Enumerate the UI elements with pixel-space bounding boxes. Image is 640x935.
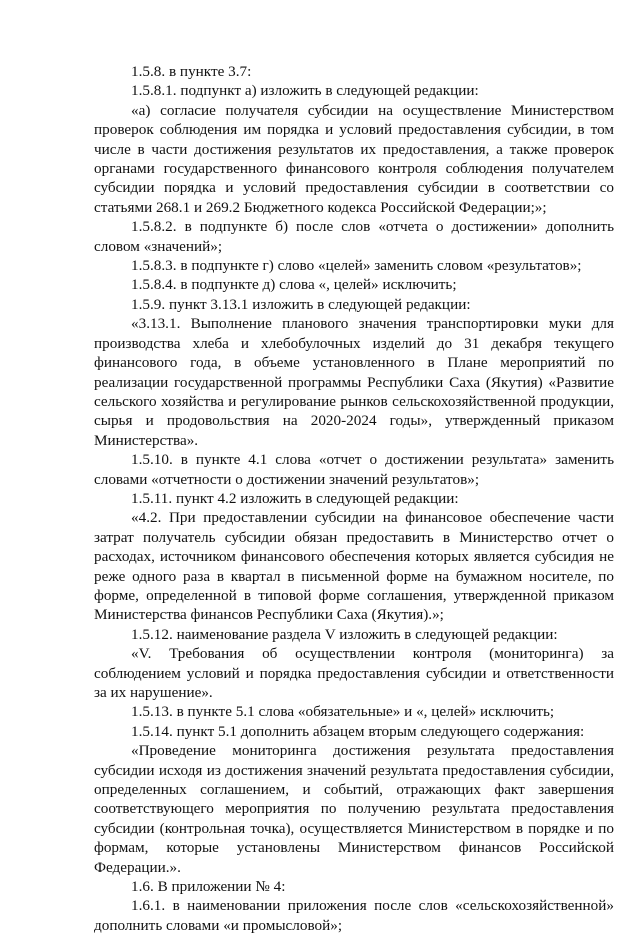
paragraph-1-5-8-1: 1.5.8.1. подпункт а) изложить в следующей редакции: [131, 82, 479, 100]
paragraph-1-6: 1.6. В приложении № 4: [131, 878, 286, 896]
document-page [94, 62, 614, 935]
paragraph-1-5-10: 1.5.10. в пункте 4.1 слова «отчет о достижении результата» заменить словами «отчетности о достижении значений результатов»; [94, 451, 614, 488]
paragraph-quote-a: «а) согласие получателя субсидии на осуществление Министерством проверок соблюдения им порядка и условий предоставления субсидии, в том числе в части достижения результатов их предоставления, а также проверок органами государственного финансового контроля соблюдения получателем субсидии порядка и условий предоставления субсидии в соответствии со статьями 268.1 и 269.2 Бюджетного кодекса Российской Федерации;»; [94, 101, 614, 216]
paragraph-quote-monitoring: «Проведение мониторинга достижения результата предоставления субсидии исходя из достижения значений результата предоставления субсидии, определенных соглашением, и событий, отражающих факт завершения соответствующего мероприятия по получению результата предоставления субсидии (контрольная точка), осуществляется Министерством в порядке и по формам, которые установлены Министерством финансов Российской Федерации.». [94, 742, 614, 876]
paragraph-1-5-9: 1.5.9. пункт 3.13.1 изложить в следующей редакции: [131, 295, 471, 313]
paragraph-quote-3-13-1: «3.13.1. Выполнение планового значения транспортировки муки для производства хлеба и хлебобулочных изделий до 31 декабря текущего финансового года, в объеме установленного в Плане мероприятий по реализации государственной программы Республики Саха (Якутия) «Развитие сельского хозяйства и регулирование рынков сельскохозяйственной продукции, сырья и продовольствия на 2020-2024 годы», утвержденный приказом Министерства». [94, 315, 614, 449]
paragraph-1-5-11: 1.5.11. пункт 4.2 изложить в следующей редакции: [131, 489, 459, 507]
paragraph-1-5-14: 1.5.14. пункт 5.1 дополнить абзацем вторым следующего содержания: [131, 722, 585, 740]
paragraph-1-5-12: 1.5.12. наименование раздела V изложить в следующей редакции: [131, 625, 558, 643]
paragraph-1-5-8-4: 1.5.8.4. в подпункте д) слова «, целей» исключить; [131, 276, 457, 294]
paragraph-quote-section-v: «V. Требования об осуществлении контроля (мониторинга) за соблюдением условий и порядка предоставления субсидии и ответственности за их нарушение». [94, 645, 614, 701]
paragraph-1-6-1: 1.6.1. в наименовании приложения после слов «сельскохозяйственной» дополнить словами «и промысловой»; [94, 897, 614, 934]
paragraph-1-5-13: 1.5.13. в пункте 5.1 слова «обязательные» и «, целей» исключить; [131, 703, 555, 721]
paragraph-1-5-8-2: 1.5.8.2. в подпункте б) после слов «отчета о достижении» дополнить словом «значений»; [94, 218, 614, 255]
paragraph-1-5-8: 1.5.8. в пункте 3.7: [131, 63, 252, 80]
paragraph-quote-4-2: «4.2. При предоставлении субсидии на финансовое обеспечение части затрат получатель субсидии обязан предоставить в Министерство отчет о расходах, источником финансового обеспечения которых является субсидия не реже одного раза в квартал в письменной форме на бумажном носителе, по форме, определенной в типовой форме соглашения, утвержденной приказом Министерства финансов Республики Саха (Якутия).»; [94, 509, 614, 624]
paragraph-1-5-8-3: 1.5.8.3. в подпункте г) слово «целей» заменить словом «результатов»; [131, 257, 582, 275]
